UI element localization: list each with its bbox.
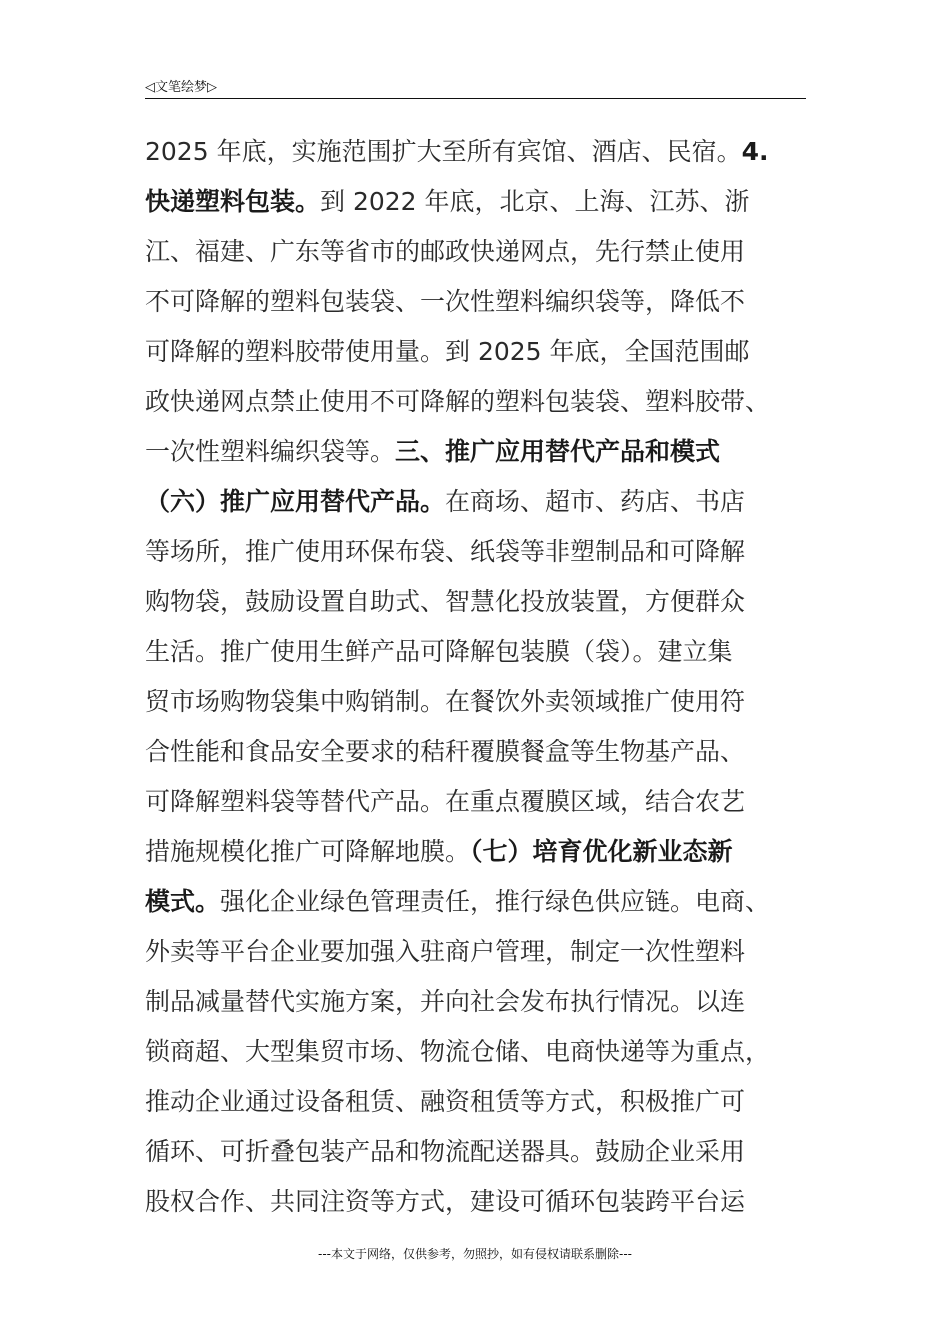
text-line [145, 1127, 825, 1177]
text-line [145, 277, 825, 327]
text-segment: 锁商超、大型集贸市场、物流仓储、电商快递等为重点， [145, 1037, 771, 1066]
bold-text-segment: 4. [741, 137, 769, 166]
text-segment: 2025 年底，实施范围扩大至所有宾馆、酒店、民宿。 [145, 137, 742, 166]
text-segment: 江、福建、广东等省市的邮政快递网点，先行禁止使用 [145, 237, 746, 266]
text-segment: 股权合作、共同注资等方式，建设可循环包装跨平台运 [145, 1187, 746, 1216]
text-segment: 合性能和食品安全要求的秸秆覆膜餐盒等生物基产品、 [145, 737, 746, 766]
text-segment: 贸市场购物袋集中购销制。在餐饮外卖领域推广使用符 [145, 687, 746, 716]
text-line [145, 477, 825, 527]
text-line [145, 627, 825, 677]
text-segment: 生活。推广使用生鲜产品可降解包装膜（袋）。建立集 [145, 637, 733, 666]
text-line [145, 427, 825, 477]
header-title: ◁文笔绘梦▷ [145, 80, 217, 95]
document-body [145, 127, 825, 1227]
text-line [145, 977, 825, 1027]
text-line [145, 877, 825, 927]
text-segment: 等场所，推广使用环保布袋、纸袋等非塑制品和可降解 [145, 537, 746, 566]
text-segment: 政快递网点禁止使用不可降解的塑料包装袋、塑料胶带、 [145, 387, 771, 416]
page-header [145, 74, 806, 99]
text-line [145, 777, 825, 827]
text-segment: 外卖等平台企业要加强入驻商户管理，制定一次性塑料 [145, 937, 746, 966]
bold-text-segment: （六）推广应用替代产品。 [145, 487, 446, 516]
text-line [145, 127, 825, 177]
text-line [145, 227, 825, 277]
text-segment: 到 2022 年底，北京、上海、江苏、浙 [320, 187, 750, 216]
text-segment: 一次性塑料编织袋等。 [145, 437, 396, 466]
text-line [145, 177, 825, 227]
text-line [145, 677, 825, 727]
text-segment: 推动企业通过设备租赁、融资租赁等方式，积极推广可 [145, 1087, 746, 1116]
text-line [145, 1027, 825, 1077]
text-segment: 制品减量替代实施方案，并向社会发布执行情况。以连 [145, 987, 746, 1016]
bold-text-segment: 模式。 [145, 887, 221, 916]
text-line [145, 927, 825, 977]
text-segment: 购物袋，鼓励设置自助式、智慧化投放装置，方便群众 [145, 587, 746, 616]
text-line [145, 377, 825, 427]
bold-text-segment: （七）培育优化新业态新 [470, 837, 733, 866]
text-line [145, 527, 825, 577]
text-line [145, 327, 825, 377]
text-line [145, 827, 825, 877]
text-segment: 强化企业绿色管理责任，推行绿色供应链。电商、 [220, 887, 771, 916]
text-line [145, 727, 825, 777]
text-line [145, 1177, 825, 1227]
text-segment: 在商场、超市、药店、书店 [445, 487, 746, 516]
text-segment: 可降解塑料袋等替代产品。在重点覆膜区域，结合农艺 [145, 787, 746, 816]
text-segment: 可降解的塑料胶带使用量。到 2025 年底，全国范围邮 [145, 337, 750, 366]
text-line [145, 1077, 825, 1127]
text-segment: 循环、可折叠包装产品和物流配送器具。鼓励企业采用 [145, 1137, 746, 1166]
text-segment: 措施规模化推广可降解地膜。 [145, 837, 471, 866]
bold-text-segment: 三、推广应用替代产品和模式 [395, 437, 721, 466]
bold-text-segment: 快递塑料包装。 [145, 187, 321, 216]
text-segment: 不可降解的塑料包装袋、一次性塑料编织袋等，降低不 [145, 287, 746, 316]
page-footer: ---本文于网络，仅供参考，勿照抄，如有侵权请联系删除--- [318, 1247, 632, 1261]
text-line [145, 577, 825, 627]
